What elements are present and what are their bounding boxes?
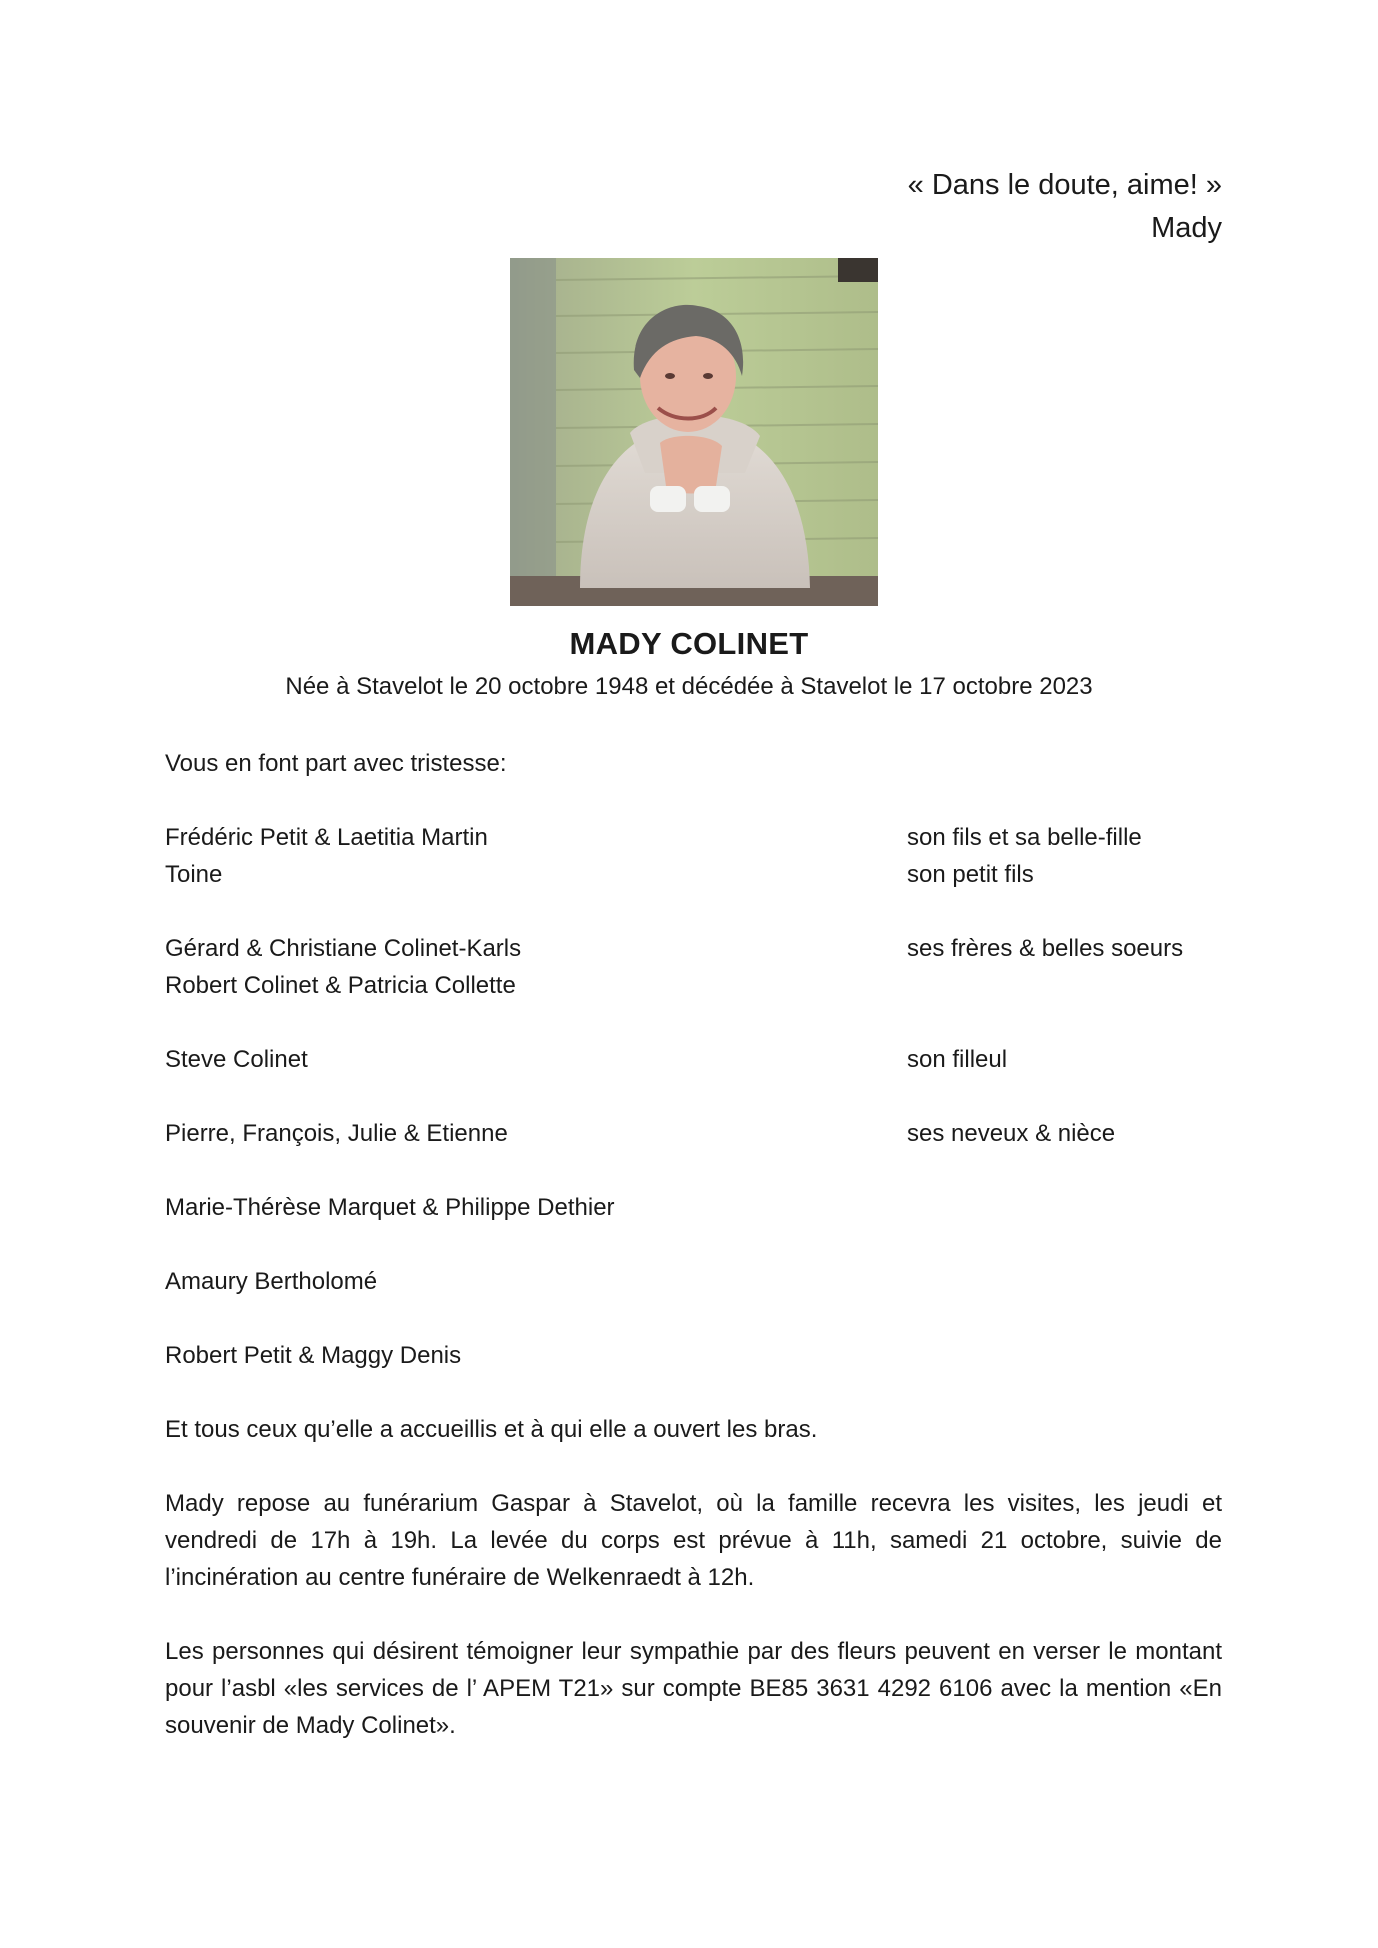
family-member: Toine (165, 861, 223, 888)
family-relation (907, 1263, 1222, 1300)
family-row (165, 1189, 1222, 1226)
closing-line: Et tous ceux qu’elle a accueillis et à qui elle a ouvert les bras. (165, 1416, 818, 1443)
family-row (165, 1115, 1222, 1152)
family-group (165, 1337, 1222, 1374)
family-relation: son petit fils (907, 861, 1034, 888)
family-relation: son fils et sa belle-fille (907, 824, 1142, 851)
announcement-body (165, 745, 1222, 1781)
family-member: Marie-Thérèse Marquet & Philippe Dethier (165, 1194, 615, 1221)
family-row (165, 967, 1222, 1004)
family-group (165, 819, 1222, 893)
family-relation: ses frères & belles soeurs (907, 935, 1184, 962)
epigraph-quote: « Dans le doute, aime! » (907, 169, 1222, 201)
funeral-paragraph: Mady repose au funérarium Gaspar à Stavelot, où la famille recevra les visites, les jeudi et vendredi de 17h à 19h. La levée du corps est prévue à 11h, samedi 21 octobre, suivie de l’incinération au centre funéraire de Welkenraedt à 12h. (165, 1490, 1222, 1591)
family-member: Frédéric Petit & Laetitia Martin (165, 824, 488, 851)
portrait-photo (510, 258, 878, 606)
family-row (165, 856, 1222, 893)
epigraph (908, 164, 1222, 250)
epigraph-author: Mady (1151, 212, 1222, 244)
family-relation (907, 967, 1222, 1004)
donation-paragraph: Les personnes qui désirent témoigner leur sympathie par des fleurs peuvent en verser le montant pour l’asbl «les services de l’ APEM T21» sur compte BE85 3631 4292 6106 avec la mention «En souvenir de Mady Colinet». (165, 1638, 1222, 1739)
announcement-intro: Vous en font part avec tristesse: (165, 750, 507, 777)
family-row (165, 1263, 1222, 1300)
family-group (165, 1263, 1222, 1300)
family-member: Steve Colinet (165, 1046, 308, 1073)
portrait-photo-illustration (510, 258, 878, 606)
family-group (165, 1115, 1222, 1152)
family-relation: ses neveux & nièce (907, 1120, 1116, 1147)
family-member: Pierre, François, Julie & Etienne (165, 1120, 508, 1147)
family-row (165, 1337, 1222, 1374)
family-row (165, 930, 1222, 967)
family-member: Robert Petit & Maggy Denis (165, 1342, 462, 1369)
family-row (165, 819, 1222, 856)
family-group (165, 930, 1222, 1004)
family-member: Gérard & Christiane Colinet-Karls (165, 935, 522, 962)
family-member: Amaury Bertholomé (165, 1268, 378, 1295)
family-row (165, 1041, 1222, 1078)
family-group (165, 1189, 1222, 1226)
family-group (165, 1041, 1222, 1078)
family-relation: son filleul (907, 1046, 1008, 1073)
deceased-name: MADY COLINET (569, 626, 809, 661)
family-relation (907, 1337, 1222, 1374)
family-relation (907, 1189, 1222, 1226)
birth-death-dates: Née à Stavelot le 20 octobre 1948 et décédée à Stavelot le 17 octobre 2023 (285, 673, 1093, 700)
family-member: Robert Colinet & Patricia Collette (165, 972, 516, 999)
